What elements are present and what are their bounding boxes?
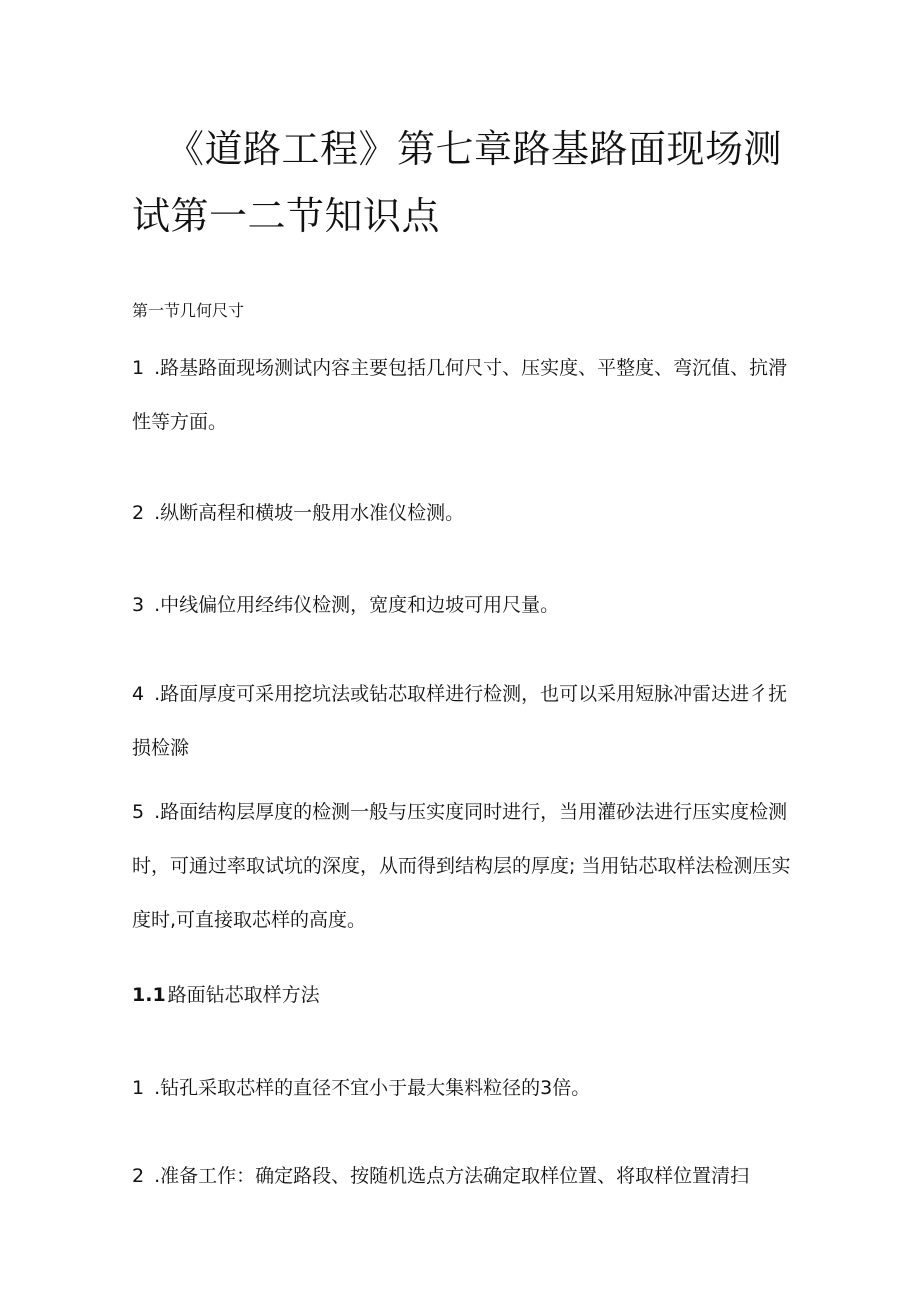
paragraph-number: 2 — [132, 1165, 145, 1187]
paragraph-text: .纵断高程和横坡一般用水准仪检测。 — [154, 502, 465, 524]
paragraph-number: 4 — [132, 683, 145, 705]
sub-paragraph-2 — [132, 1149, 802, 1203]
paragraph-text: .路面厚度可采用挖坑法或钻芯取样进行检测，也可以采用短脉冲雷达进彳抚损检滁 — [132, 683, 788, 759]
subsection-title: 路面钻芯取样方法 — [167, 984, 320, 1006]
document-title: 《道路工程》第七章路基路面现场测试第一二节知识点 — [132, 127, 783, 238]
paragraph-number: 2 — [132, 502, 145, 524]
paragraph-text: .路面结构层厚度的检测一般与压实度同时进行，当用灌砂法进行压实度检测时，可通过率取试坑的深度，从而得到结构层的厚度; 当用钻芯取样法检测压实度时,可直接取芯样的高度。 — [132, 801, 791, 931]
paragraph-text: .准备工作：确定路段、按随机选点方法确定取样位置、将取样位置清扫 — [154, 1165, 750, 1187]
paragraph-text: .钻孔采取芯样的直径不宜小于最大集料粒径的3倍。 — [154, 1077, 591, 1099]
paragraph-2 — [132, 486, 802, 540]
paragraph-number: 3 — [132, 594, 145, 616]
paragraph-1 — [132, 341, 802, 449]
subsection-heading — [132, 979, 320, 1011]
paragraph-number: 1 — [132, 1077, 145, 1099]
subsection-number: 1.1 — [132, 984, 166, 1006]
paragraph-number: 1 — [132, 357, 145, 379]
paragraph-4 — [132, 667, 802, 775]
paragraph-5 — [132, 785, 802, 947]
paragraph-text: .路基路面现场测试内容主要包括几何尺寸、压实度、平整度、弯沉值、抗滑性等方面。 — [132, 357, 788, 433]
paragraph-3 — [132, 578, 802, 632]
sub-paragraph-1 — [132, 1061, 802, 1115]
paragraph-number: 5 — [132, 801, 145, 823]
section-heading: 第一节几何尺寸 — [132, 301, 245, 320]
paragraph-text: .中线偏位用经纬仪检测，宽度和边坡可用尺量。 — [154, 594, 560, 616]
